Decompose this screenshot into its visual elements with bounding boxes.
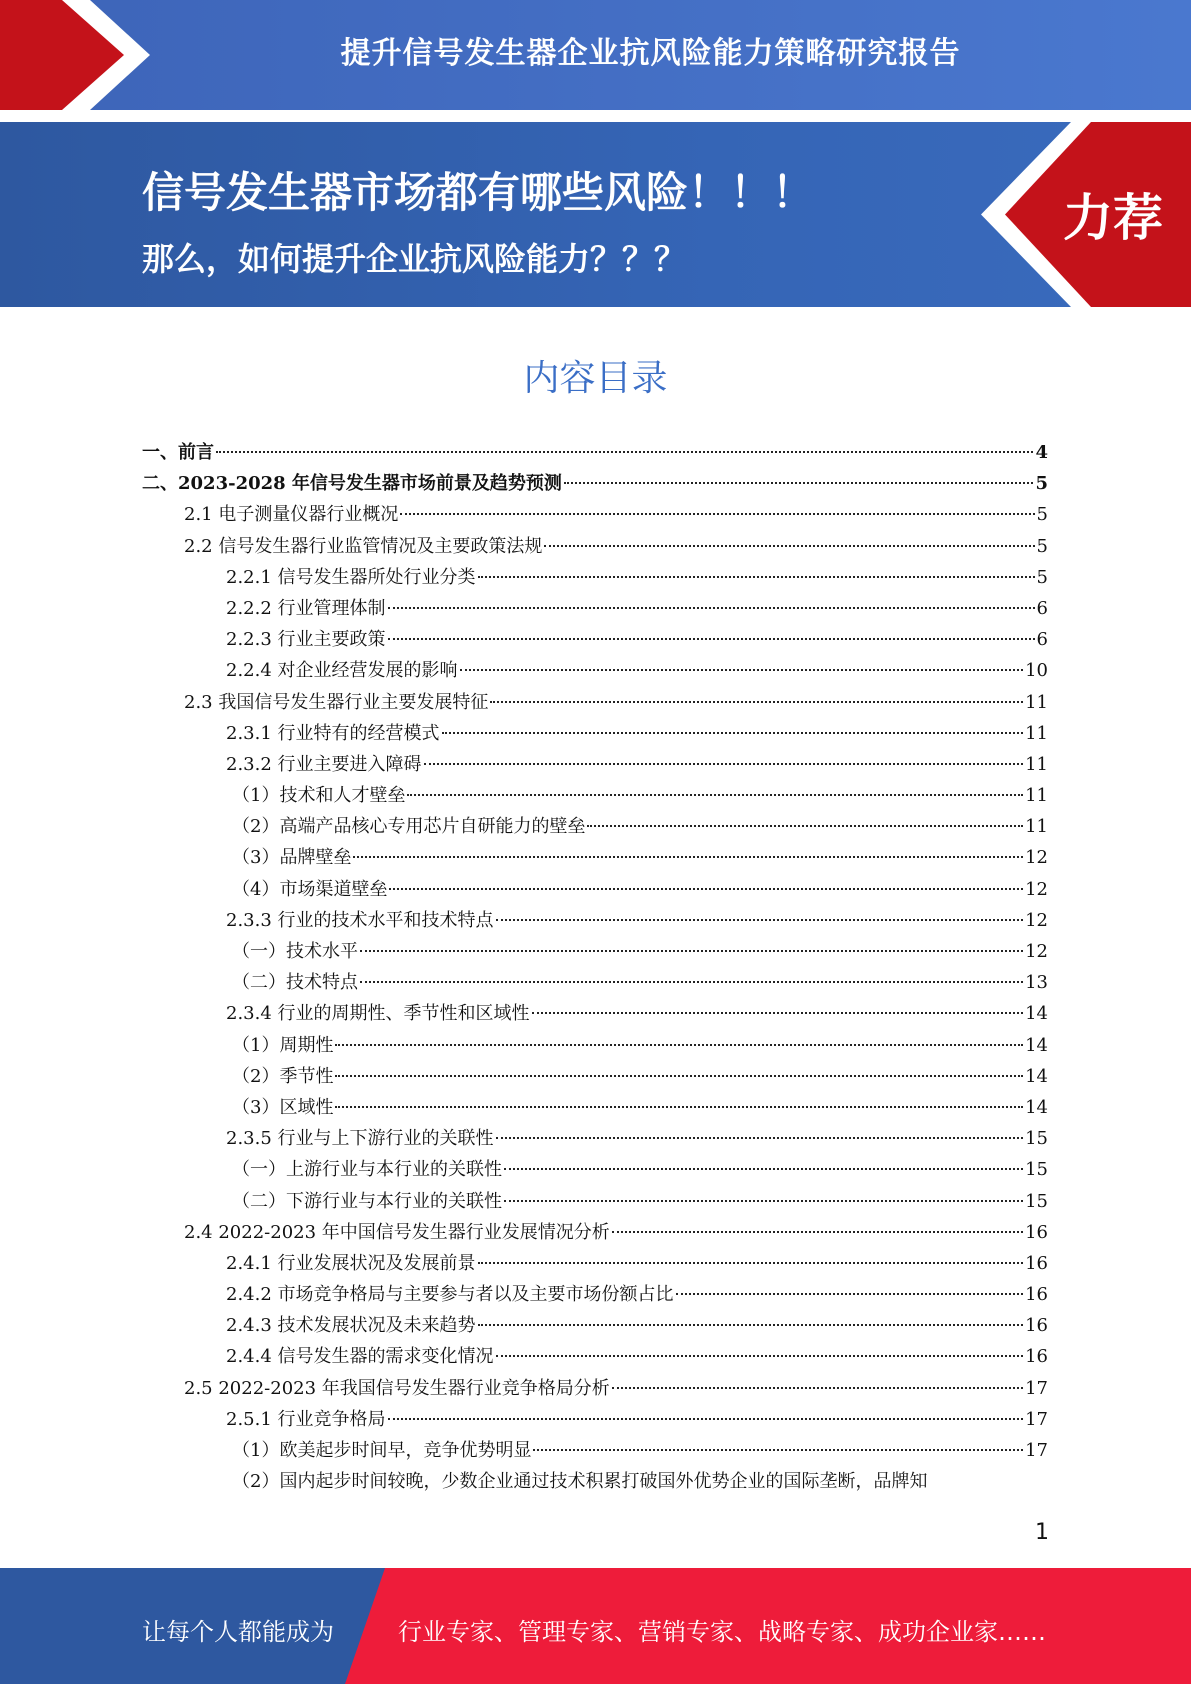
toc-leader-dots <box>360 981 1023 983</box>
toc-entry-page: 16 <box>1025 1284 1048 1306</box>
toc-entry[interactable] <box>142 1186 1048 1217</box>
toc-entry[interactable] <box>142 1123 1048 1154</box>
toc-entry[interactable] <box>142 1217 1048 1248</box>
toc-entry-title: 2.4.4 信号发生器的需求变化情况 <box>226 1346 494 1368</box>
toc-entry[interactable] <box>142 1279 1048 1310</box>
toc-entry-title: 2.2.1 信号发生器所处行业分类 <box>226 566 476 588</box>
toc-entry[interactable] <box>142 1435 1048 1466</box>
toc-entry-title: 2.3.1 行业特有的经营模式 <box>226 722 440 744</box>
toc-leader-dots <box>478 1262 1024 1264</box>
toc-entry-page: 12 <box>1025 941 1048 962</box>
table-of-contents <box>142 437 1048 1497</box>
hero-subheadline: 那么，如何提升企业抗风险能力？？？ <box>142 240 687 278</box>
toc-entry-title: 一、前言 <box>142 442 214 463</box>
toc-leader-dots <box>504 1200 1023 1202</box>
toc-leader-dots <box>424 763 1024 765</box>
toc-entry-page: 12 <box>1025 909 1048 931</box>
toc-entry[interactable] <box>142 874 1048 905</box>
recommend-badge: 力荐 <box>1063 188 1163 247</box>
toc-entry-page: 13 <box>1025 972 1048 994</box>
toc-entry-title: 2.2.2 行业管理体制 <box>226 597 386 619</box>
toc-entry[interactable] <box>142 842 1048 873</box>
toc-leader-dots <box>388 1418 1024 1420</box>
toc-leader-dots <box>335 1075 1023 1077</box>
toc-entry[interactable] <box>142 1092 1048 1123</box>
toc-entry-page: 11 <box>1025 785 1048 807</box>
toc-leader-dots <box>532 1012 1024 1014</box>
toc-entry[interactable] <box>142 562 1048 593</box>
toc-entry-title: 2.5.1 行业竞争格局 <box>226 1408 386 1430</box>
toc-entry-page: 17 <box>1025 1377 1048 1399</box>
toc-entry[interactable] <box>142 1373 1048 1404</box>
toc-entry-page: 10 <box>1025 660 1048 682</box>
toc-entry-title: （一）技术水平 <box>232 941 358 962</box>
toc-entry-page: 16 <box>1025 1221 1048 1243</box>
toc-entry-page: 16 <box>1025 1252 1048 1274</box>
toc-entry[interactable] <box>142 967 1048 998</box>
toc-entry-title: 2.3.2 行业主要进入障碍 <box>226 753 422 775</box>
toc-entry-title: （1）周期性 <box>232 1034 334 1056</box>
toc-entry-page: 17 <box>1025 1408 1048 1430</box>
toc-entry-title: （一）上游行业与本行业的关联性 <box>232 1159 502 1181</box>
toc-entry-title: （4）市场渠道壁垒 <box>232 878 388 900</box>
toc-leader-dots <box>442 732 1024 734</box>
toc-entry-page: 4 <box>1035 442 1048 463</box>
toc-entry-title: （2）季节性 <box>232 1065 334 1087</box>
toc-entry[interactable] <box>142 718 1048 749</box>
toc-entry-title: 2.3 我国信号发生器行业主要发展特征 <box>184 691 489 713</box>
toc-entry-title: （2）国内起步时间较晚，少数企业通过技术积累打破国外优势企业的国际垄断，品牌知 <box>232 1471 928 1493</box>
toc-entry-page: 5 <box>1036 535 1048 557</box>
toc-entry-title: 2.4.1 行业发展状况及发展前景 <box>226 1252 476 1274</box>
toc-entry-title: （3）品牌壁垒 <box>232 847 352 869</box>
hero-banner <box>0 122 1191 307</box>
toc-entry-title: （1）欧美起步时间早，竞争优势明显 <box>232 1440 532 1461</box>
toc-entry-page: 16 <box>1025 1315 1048 1337</box>
toc-entry[interactable] <box>142 655 1048 686</box>
toc-leader-dots <box>360 950 1023 952</box>
toc-entry[interactable] <box>142 1030 1048 1061</box>
toc-leader-dots <box>587 825 1023 827</box>
toc-entry-page: 5 <box>1036 566 1048 588</box>
toc-leader-dots <box>478 576 1035 578</box>
toc-entry-page: 6 <box>1036 629 1048 651</box>
toc-leader-dots <box>353 856 1023 858</box>
toc-leader-dots <box>388 638 1035 640</box>
toc-entry-title: 2.2 信号发生器行业监管情况及主要政策法规 <box>184 535 543 557</box>
toc-entry[interactable] <box>142 1061 1048 1092</box>
footer-slogan-right: 行业专家、管理专家、营销专家、战略专家、成功企业家…… <box>398 1618 1046 1646</box>
toc-leader-dots <box>388 607 1035 609</box>
toc-entry-page: 17 <box>1025 1440 1048 1461</box>
top-banner <box>0 0 1191 110</box>
toc-entry[interactable] <box>142 499 1048 530</box>
toc-leader-dots <box>496 919 1024 921</box>
toc-entry-title: 2.2.3 行业主要政策 <box>226 629 386 651</box>
toc-entry[interactable] <box>142 624 1048 655</box>
toc-entry-page: 15 <box>1025 1190 1048 1212</box>
toc-entry-title: 2.4.3 技术发展状况及未来趋势 <box>226 1315 476 1337</box>
toc-leader-dots <box>335 1044 1023 1046</box>
toc-leader-dots <box>544 545 1034 547</box>
toc-entry-title: 2.4.2 市场竞争格局与主要参与者以及主要市场份额占比 <box>226 1284 674 1306</box>
toc-entry-title: 2.4 2022-2023 年中国信号发生器行业发展情况分析 <box>184 1221 610 1243</box>
footer-slogan-left: 让每个人都能成为 <box>142 1618 334 1646</box>
toc-entry[interactable] <box>142 437 1048 468</box>
toc-leader-dots <box>612 1387 1023 1389</box>
toc-entry-page: 11 <box>1025 816 1048 838</box>
toc-leader-dots <box>612 1231 1023 1233</box>
toc-leader-dots <box>407 794 1023 796</box>
toc-leader-dots <box>533 1449 1023 1451</box>
toc-leader-dots <box>564 482 1034 484</box>
toc-leader-dots <box>389 888 1023 890</box>
toc-entry-title: 二、2023-2028 年信号发生器市场前景及趋势预测 <box>142 473 562 495</box>
toc-entry-page: 5 <box>1036 504 1048 526</box>
top-banner-chevron-decoration <box>0 0 160 110</box>
toc-entry-title: 2.2.4 对企业经营发展的影响 <box>226 660 458 682</box>
footer-banner <box>0 1568 1191 1684</box>
report-title: 提升信号发生器企业抗风险能力策略研究报告 <box>340 36 961 71</box>
toc-entry-title: （3）区域性 <box>232 1096 334 1118</box>
toc-entry[interactable] <box>142 749 1048 780</box>
toc-entry[interactable] <box>142 811 1048 842</box>
toc-leader-dots <box>676 1293 1024 1295</box>
toc-entry-page: 6 <box>1036 597 1048 619</box>
toc-heading: 内容目录 <box>523 358 668 399</box>
toc-entry-page: 12 <box>1025 878 1048 900</box>
toc-entry[interactable] <box>142 1466 1048 1497</box>
toc-entry-title: （1）技术和人才壁垒 <box>232 785 406 807</box>
toc-leader-dots <box>460 669 1024 671</box>
toc-entry[interactable] <box>142 531 1048 562</box>
toc-entry-page: 14 <box>1025 1096 1048 1118</box>
toc-entry[interactable] <box>142 936 1048 967</box>
toc-entry[interactable] <box>142 1154 1048 1185</box>
page-number: 1 <box>1035 1520 1049 1545</box>
toc-entry[interactable] <box>142 687 1048 718</box>
toc-entry-page: 16 <box>1025 1346 1048 1368</box>
toc-entry-title: （二）技术特点 <box>232 972 358 994</box>
toc-entry[interactable] <box>142 1404 1048 1435</box>
toc-leader-dots <box>478 1324 1024 1326</box>
toc-leader-dots <box>496 1355 1024 1357</box>
toc-entry-page: 15 <box>1025 1159 1048 1181</box>
toc-entry[interactable] <box>142 593 1048 624</box>
toc-entry-page: 12 <box>1025 847 1048 869</box>
toc-entry-title: 2.1 电子测量仪器行业概况 <box>184 504 399 526</box>
toc-entry[interactable] <box>142 1310 1048 1341</box>
toc-entry-title: 2.3.4 行业的周期性、季节性和区域性 <box>226 1003 530 1025</box>
toc-entry-title: 2.3.5 行业与上下游行业的关联性 <box>226 1128 494 1150</box>
toc-entry-page: 15 <box>1025 1128 1048 1150</box>
toc-entry-page: 14 <box>1025 1065 1048 1087</box>
toc-leader-dots <box>216 451 1033 453</box>
toc-entry-title: （二）下游行业与本行业的关联性 <box>232 1190 502 1212</box>
toc-leader-dots <box>335 1106 1023 1108</box>
toc-entry-title: 2.5 2022-2023 年我国信号发生器行业竞争格局分析 <box>184 1377 610 1399</box>
toc-entry[interactable] <box>142 905 1048 936</box>
toc-entry-page: 11 <box>1025 691 1048 713</box>
toc-leader-dots <box>504 1168 1023 1170</box>
toc-leader-dots <box>400 513 1034 515</box>
hero-headline: 信号发生器市场都有哪些风险！！！ <box>142 168 815 217</box>
toc-entry[interactable] <box>142 468 1048 499</box>
toc-entry-page: 11 <box>1025 722 1048 744</box>
toc-entry-title: 2.3.3 行业的技术水平和技术特点 <box>226 909 494 931</box>
toc-entry[interactable] <box>142 1248 1048 1279</box>
toc-entry-page: 11 <box>1025 753 1048 775</box>
toc-entry-page: 5 <box>1035 473 1048 495</box>
toc-entry[interactable] <box>142 780 1048 811</box>
toc-entry-title: （2）高端产品核心专用芯片自研能力的壁垒 <box>232 816 586 838</box>
toc-entry[interactable] <box>142 998 1048 1029</box>
toc-leader-dots <box>496 1137 1024 1139</box>
toc-entry-page: 14 <box>1025 1034 1048 1056</box>
toc-leader-dots <box>490 701 1023 703</box>
toc-entry[interactable] <box>142 1341 1048 1372</box>
toc-entry-page: 14 <box>1025 1003 1048 1025</box>
